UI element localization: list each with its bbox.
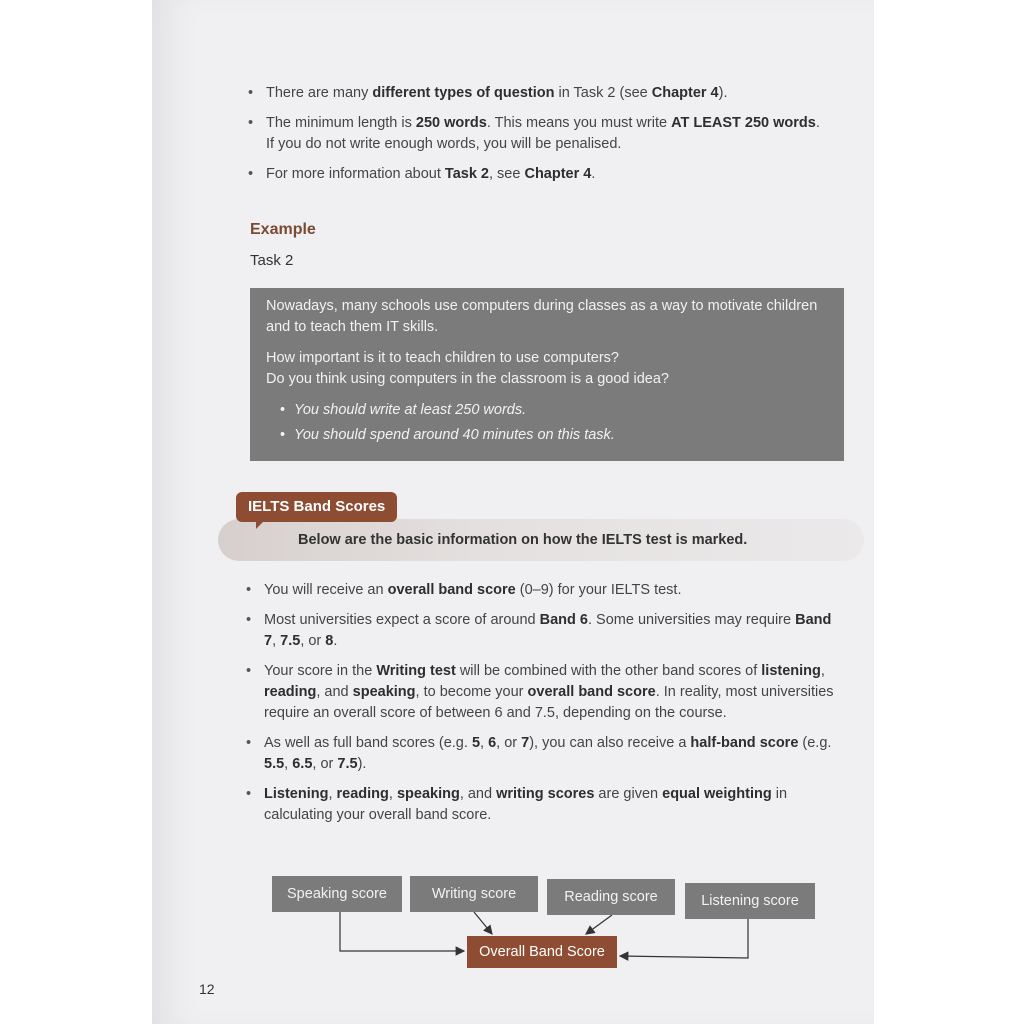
writing-score-box: Writing score [410, 876, 538, 912]
bold-text: 7 [521, 735, 530, 751]
task-instruction-words: • You should write at least 250 words. [280, 398, 828, 423]
bold-text: different types of question [372, 85, 555, 101]
bold-text: speaking [352, 684, 416, 700]
text: Your score in the [264, 663, 377, 679]
text: . This means you must write [486, 115, 672, 131]
bold-text: 5.5 [264, 756, 285, 772]
bold-text: Listening [264, 786, 329, 802]
text: in Task 2 (see [554, 85, 652, 101]
text: ), you can also receive a [529, 735, 691, 751]
example-heading: Example [250, 221, 316, 238]
bold-text: Band 7 [264, 612, 832, 649]
band-scores-list [246, 580, 836, 835]
reading-score-box: Reading score [547, 879, 675, 915]
task-label: Task 2 [250, 252, 294, 269]
bold-text: Chapter 4 [524, 166, 592, 182]
list-item [248, 164, 828, 185]
text: , [388, 786, 397, 802]
bold-text: overall band score [387, 582, 516, 598]
list-item [246, 610, 836, 652]
band-scores-intro: Below are the basic information on how the IELTS test is marked. [298, 532, 748, 548]
text: . If you do not write enough words, you will be penalised. [266, 115, 820, 152]
task-instructions [280, 398, 828, 448]
bold-text: half-band score [690, 735, 799, 751]
text: , see [489, 166, 525, 182]
bold-text: Chapter 4 [651, 85, 719, 101]
page-number: 12 [199, 981, 215, 997]
text: in calculating your overall band score. [264, 786, 788, 823]
text: , [328, 786, 337, 802]
list-item [246, 580, 836, 601]
text: , [820, 663, 825, 679]
task-prompt-paragraph: Nowadays, many schools use computers during classes as a way to motivate children and to teach them IT skills. [266, 298, 818, 335]
bold-text: 7.5 [337, 756, 358, 772]
text: , and [316, 684, 353, 700]
bold-text: overall band score [527, 684, 656, 700]
bold-text: reading [336, 786, 389, 802]
text: , [480, 735, 489, 751]
text: ). [357, 756, 367, 772]
text: . In reality, most universities require an overall score of between 6 and 7.5, depending on the course. [264, 684, 834, 721]
bold-text: 6.5 [292, 756, 313, 772]
text: , or [496, 735, 522, 751]
task-prompt-box [250, 288, 844, 461]
bold-text: 8 [325, 633, 334, 649]
text: , [272, 633, 281, 649]
text: will be combined with the other band scores of [455, 663, 762, 679]
bold-text: 7.5 [280, 633, 301, 649]
list-item [246, 784, 836, 826]
bold-text: speaking [396, 786, 460, 802]
task2-info-list [248, 83, 828, 194]
text: ). [718, 85, 728, 101]
text: Most universities expect a score of around [264, 612, 540, 628]
bold-text: 250 words [415, 115, 487, 131]
bold-text: Band 6 [539, 612, 588, 628]
bold-text: AT LEAST 250 words [671, 115, 816, 131]
overall-band-score-box: Overall Band Score [467, 936, 617, 968]
text: The minimum length is [266, 115, 416, 131]
text: , or [300, 633, 326, 649]
text: . Some universities may require [587, 612, 796, 628]
text: For more information about [266, 166, 445, 182]
text: , [284, 756, 293, 772]
task-question-1: How important is it to teach children to use computers? [266, 350, 619, 366]
text: There are many [266, 85, 373, 101]
task-question-2: Do you think using computers in the classroom is a good idea? [266, 371, 669, 387]
bold-text: 5 [471, 735, 481, 751]
bold-text: Writing test [376, 663, 456, 679]
text: (e.g. [798, 735, 832, 751]
list-item [246, 661, 836, 724]
text: (0–9) for your IELTS test. [515, 582, 682, 598]
band-scores-tab: IELTS Band Scores [236, 492, 397, 522]
text: , and [459, 786, 497, 802]
text: As well as full band scores (e.g. [264, 735, 472, 751]
speaking-score-box: Speaking score [272, 876, 402, 912]
listening-score-box: Listening score [685, 883, 815, 919]
band-scores-tab-tail [256, 520, 265, 529]
text: , or [312, 756, 338, 772]
bold-text: equal weighting [662, 786, 772, 802]
task-instruction-time: • You should spend around 40 minutes on this task. [280, 423, 828, 448]
text: . [333, 633, 338, 649]
text: . [591, 166, 596, 182]
text: You will receive an [264, 582, 388, 598]
text: are given [594, 786, 663, 802]
bold-text: listening [761, 663, 821, 679]
list-item [248, 83, 828, 104]
list-item [246, 733, 836, 775]
bold-text: 6 [488, 735, 497, 751]
list-item [248, 113, 828, 155]
bold-text: reading [264, 684, 317, 700]
text: , to become your [415, 684, 528, 700]
bold-text: Task 2 [444, 166, 489, 182]
bold-text: writing scores [496, 786, 595, 802]
